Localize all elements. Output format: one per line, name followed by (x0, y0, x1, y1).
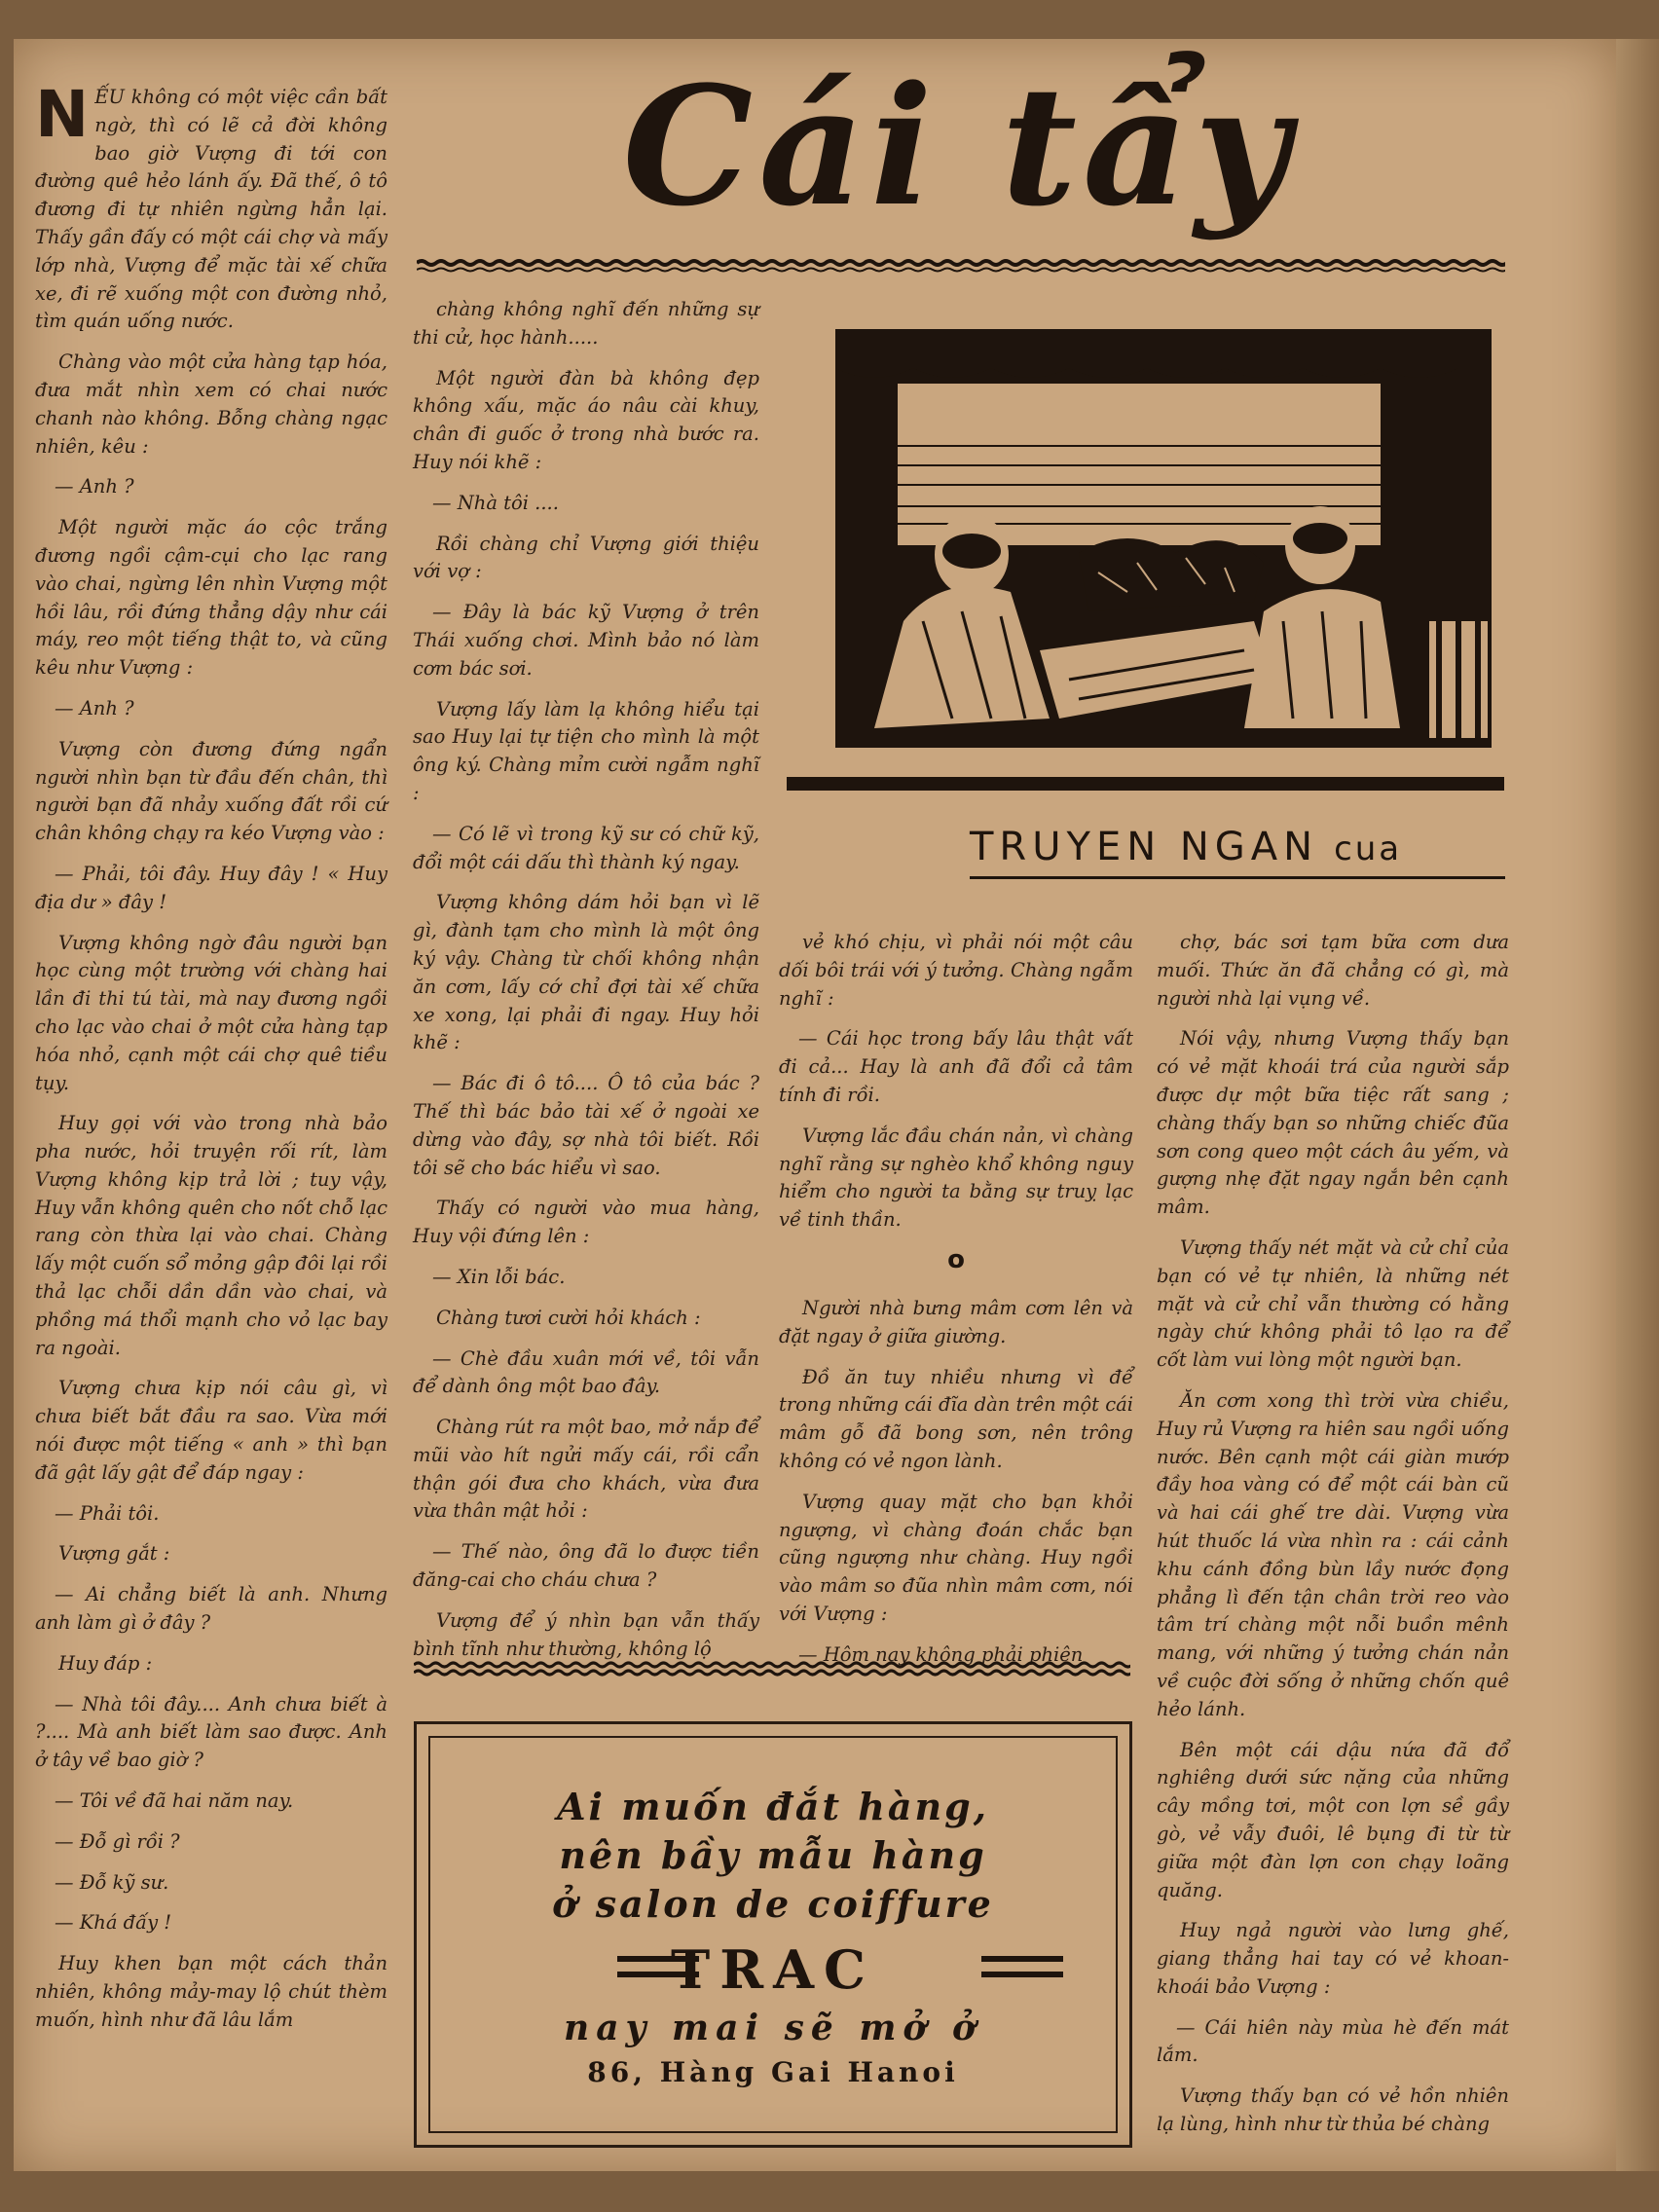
col2-paragraph-7: Vượng không dám hỏi bạn vì lẽ gì, đành tạm cho mình là một ông ký vậy. Chàng từ chối không nhận ăn cơm, lấy cớ chỉ đợi tài xế chữa xe xong, lại phải đi ngay. Huy hỏi khẽ : (413, 891, 759, 1054)
story-title-text: Cái tẩy (622, 50, 1296, 242)
col1-paragraph-5: Vượng còn đương đứng ngẩn người nhìn bạn từ đầu đến chân, thì người bạn đã nhảy xuống đất rồi cứ chân không chạy ra kéo Vượng vào : (35, 737, 387, 845)
col4-paragraph-0: chợ, bác sơi tạm bữa cơm dưa muối. Thức ăn đã chẳng có gì, mà người nhà lại vụng về. (1157, 931, 1509, 1010)
col2-paragraph-5: Vượng lấy làm lạ không hiểu tại sao Huy lại tự tiện cho mình là một ông ký. Chàng mỉm cười ngẫm nghĩ : (413, 697, 759, 804)
ad-wavy-rule (414, 1657, 1130, 1680)
col4-paragraph-7: Vượng thấy bạn có vẻ hồn nhiên lạ lùng, hình như từ thủa bé chàng (1157, 2084, 1509, 2136)
col1-paragraph-8: Huy gọi với vào trong nhà bảo pha nước, hỏi truyện rối rít, làm Vượng không kịp trả lời ; tuy vậy, Huy vẫn không quên cho nốt chỗ lạc rang còn thừa lại vào chai. Chàng lấy một cuốn sổ mỏng gập đôi lại rồi thả lạc chỗi dần dần vào chai, và phồng má thổi mạnh cho vỏ lạc bay ra ngoài. (35, 1112, 387, 1359)
col1-paragraph-9: Vượng chưa kịp nói câu gì, vì chưa biết bắt đầu ra sao. Vừa mới nói được một tiếng « anh » thì bạn đã gật lấy gật để đáp ngay : (35, 1377, 387, 1484)
col1-paragraph-0-text: ẾU không có một việc cần bất ngờ, thì có lẽ cả đời không bao giờ Vượng đi tới con đường quê hẻo lánh ấy. Đã thế, ô tô đương đi tự nhiên ngừng hẳn lại. Thấy gần đấy có một cái chợ và mấy lớp nhà, Vượng để mặc tài xế chữa xe, đi rẽ xuống một con đường nhỏ, tìm quán uống nước. (35, 86, 387, 333)
column-3 (779, 929, 1133, 1682)
col1-paragraph-18: — Khá đấy ! (55, 1911, 172, 1935)
col2-paragraph-8: — Bác đi ô tô.... Ô tô của bác ? Thế thì bác bảo tài xế ở ngoài xe dừng vào đây, sợ nhà tôi biết. Rồi tôi sẽ cho bác hiểu vì sao. (413, 1072, 759, 1179)
ad-line-1: nên bầy mẫu hàng (559, 1833, 987, 1877)
woodcut-illustration (835, 329, 1492, 748)
col1-paragraph-19: Huy khen bạn một cách thản nhiên, không mảy-may lộ chút thèm muốn, hình như đã lâu lắm (35, 1952, 387, 2031)
col3-paragraph-5: Vượng quay mặt cho bạn khỏi ngượng, vì chàng đoán chắc bạn cũng ngượng như chàng. Huy ngồi vào mâm so đũa nhìn mâm cơm, nói với Vượng : (779, 1490, 1133, 1625)
col4-paragraph-3: Ăn cơm xong thì trời vừa chiều, Huy rủ Vượng ra hiên sau ngồi uống nước. Bên cạnh một cái giàn mướp đầy hoa vàng có để một cái bàn cũ và hai cái ghế tre dài. Vượng vừa hút thuốc lá vừa nhìn ra : cái cảnh khu cánh đồng bùn lầy nước đọng phẳng lì đến tận chân trời reo vào tâm trí chàng một nỗi buồn mênh mang, với những ý tưởng chán nản về cuộc đời sống ở những chốn quê hẻo lánh. (1157, 1388, 1509, 1720)
col4-paragraph-4: Bên một cái dậu nứa đã đổ nghiêng dưới sức nặng của những cây mồng tơi, một con lợn sề gầy gò, vẻ vẫy đuôi, lê bụng đi từ từ giữa một đàn lợn con chạy loãng quăng. (1157, 1738, 1509, 1901)
col3-paragraph-6: — Hôm nay không phải phiên (798, 1642, 1084, 1666)
col1-paragraph-7: Vượng không ngờ đâu người bạn học cùng một trường với chàng hai lần đi thi tú tài, mà nay đương ngồi cho lạc vào chai ở một cửa hàng tạp hóa nhỏ, cạnh một cái chợ quê tiều tụy. (35, 931, 387, 1094)
col1-paragraph-2: — Anh ? (55, 475, 134, 498)
col4-paragraph-5: Huy ngả người vào lưng ghế, giang thẳng hai tay có vẻ khoan-khoái bảo Vượng : (1157, 1919, 1509, 1998)
story-title (419, 49, 1499, 253)
col1-paragraph-13: Huy đáp : (58, 1651, 153, 1675)
col2-paragraph-6: — Có lẽ vì trong kỹ sư có chữ kỹ, đổi một cái dấu thì thành ký ngay. (413, 822, 759, 873)
drop-cap: N (35, 77, 90, 152)
col1-paragraph-6: — Phải, tôi đây. Huy đây ! « Huy địa dư » đây ! (35, 862, 387, 913)
ad-bars-right (981, 1950, 1063, 1993)
col2-paragraph-15: Vượng để ý nhìn bạn vẫn thấy bình tĩnh như thường, không lộ (413, 1608, 759, 1660)
section-break-mark: o (947, 1245, 965, 1274)
col2-paragraph-3: Rồi chàng chỉ Vượng giới thiệu với vợ : (413, 532, 759, 583)
col1-paragraph-0 (35, 77, 387, 336)
col1-paragraph-17: — Đỗ kỹ sư. (55, 1870, 169, 1894)
byline-label: TRUYEN NGAN (970, 825, 1319, 869)
col2-paragraph-13: Chàng rút ra một bao, mở nắp để mũi vào hít ngửi mấy cái, rồi cẩn thận gói đưa cho khách, vừa đưa vừa thân mật hỏi : (413, 1416, 759, 1523)
col3-paragraph-2: Vượng lắc đầu chán nản, vì chàng nghĩ rằng sự nghèo khổ không nguy hiểm cho người ta bằng sự truỵ lạc về tinh thần. (779, 1124, 1133, 1232)
col2-paragraph-14: — Thế nào, ông đã lo được tiền đăng-cai cho cháu chưa ? (413, 1540, 759, 1592)
col3-paragraph-3: Người nhà bưng mâm cơm lên và đặt ngay ở giữa giường. (779, 1296, 1133, 1347)
col1-paragraph-1: Chàng vào một cửa hàng tạp hóa, đưa mắt nhìn xem có chai nước chanh nào không. Bỗng chàng ngạc nhiên, kêu : (35, 350, 387, 458)
col2-paragraph-2: — Nhà tôi .... (432, 491, 559, 514)
col1-paragraph-12: — Ai chẳng biết là anh. Nhưng anh làm gì ở đây ? (35, 1583, 387, 1635)
column-4 (1157, 929, 1509, 2152)
column-2 (413, 296, 759, 1676)
col2-paragraph-11: Chàng tươi cười hỏi khách : (436, 1306, 701, 1329)
ad-line-2: ở salon de coiffure (552, 1882, 994, 1926)
byline-underline (970, 876, 1505, 879)
col2-paragraph-1: Một người đàn bà không đẹp không xấu, mặc áo nâu cài khuy, chân đi guốc ở trong nhà bước ra. Huy nói khẽ : (413, 366, 759, 473)
col3-paragraph-4: Đồ ăn tuy nhiều nhưng vì để trong những cái đĩa dàn trên một cái mâm gỗ đã bong sơn, nên trông không có vẻ ngon lành. (779, 1365, 1133, 1472)
col2-paragraph-0: chàng không nghĩ đến những sự thi cử, học hành..... (413, 298, 759, 349)
byline-suffix: cua (1334, 830, 1403, 868)
column-1 (35, 77, 387, 2047)
col4-paragraph-1: Nói vậy, nhưng Vượng thấy bạn có vẻ mặt khoái trá của người sắp được dự một bữa tiệc rất sang ; chàng thấy bạn so những chiếc đũa sơn cong queo một cách âu yếm, và gượng nhẹ đặt ngay ngắn bên cạnh mâm. (1157, 1027, 1509, 1219)
ad-address: 86, Hàng Gai Hanoi (587, 2056, 959, 2088)
ad-line-0: Ai muốn đắt hàng, (557, 1785, 989, 1828)
title-wavy-rule (417, 255, 1505, 275)
col1-paragraph-11: Vượng gắt : (58, 1542, 170, 1566)
col4-paragraph-6: — Cái hiên này mùa hè đến mát lắm. (1157, 2015, 1509, 2067)
advertisement-box (414, 1721, 1132, 2148)
col1-paragraph-3: Một người mặc áo cộc trắng đương ngồi cậm-cụi cho lạc rang vào chai, ngừng lên nhìn Vượng một hồi lâu, rồi đứng thẳng dậy như cái máy, reo một tiếng thật to, và cũng kêu như Vượng : (35, 516, 387, 680)
col3-paragraph-0: vẻ khó chịu, vì phải nói một câu dối bôi trái với ý tưởng. Chàng ngẫm nghĩ : (779, 931, 1133, 1010)
col1-paragraph-16: — Đỗ gì rồi ? (55, 1829, 180, 1853)
ad-lines (417, 1783, 1129, 1929)
col1-paragraph-14: — Nhà tôi đây.... Anh chưa biết à ?.... Mà anh biết làm sao được. Anh ở tây về bao giờ ? (35, 1692, 387, 1772)
col1-paragraph-15: — Tôi về đã hai năm nay. (55, 1789, 294, 1813)
col1-paragraph-10: — Phải tôi. (55, 1501, 160, 1525)
col3-paragraph-1: — Cái học trong bấy lâu thật vất đi cả... Hay là anh đã đổi cả tâm tính đi rồi. (779, 1027, 1133, 1106)
col2-paragraph-12: — Chè đầu xuân mới về, tôi vẫn để dành ông một bao đây. (413, 1346, 759, 1398)
section-divider-bar (787, 777, 1504, 791)
col2-paragraph-4: — Đây là bác kỹ Vượng ở trên Thái xuống chơi. Mình bảo nó làm cơm bác sơi. (413, 601, 759, 680)
ad-opening: nay mai sẽ mở ở (564, 2008, 982, 2048)
ad-brand: TRAC (671, 1938, 875, 2001)
col2-paragraph-10: — Xin lỗi bác. (432, 1265, 566, 1288)
col1-paragraph-4: — Anh ? (55, 696, 134, 719)
col4-paragraph-2: Vượng thấy nét mặt và cử chỉ của bạn có vẻ tự nhiên, là những nét mặt và cử chỉ vẫn thường có hằng ngày chứ không phải tô lạo ra để cốt làm vui lòng một người bạn. (1157, 1235, 1509, 1372)
col2-paragraph-9: Thấy có người vào mua hàng, Huy vội đứng lên : (413, 1197, 759, 1248)
